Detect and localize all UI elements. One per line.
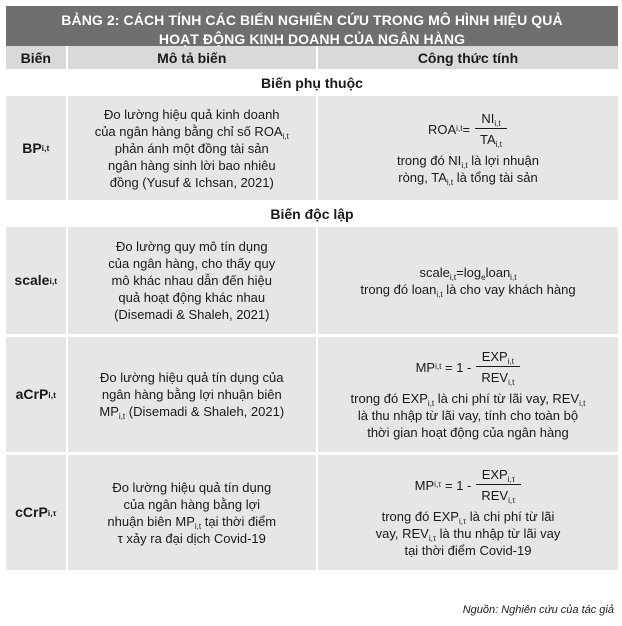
- header-variable: Biến: [20, 49, 51, 66]
- formula-mp-itau: MP i,τ = 1 - $\frac{EXP_{i,\tau}}{REV_{i,\tau}}$: [376, 466, 561, 504]
- variable-acrp: aCrP i,t: [15, 386, 56, 402]
- variable-scale: scale i,t: [14, 272, 58, 288]
- description-ccrp: Đo lường hiệu quả tín dụng của ngân hàng bằng lợi nhuận biên $MP_{i,t}$ tại thời điểm τ xảy ra đại dịch Covid-19: [66, 455, 316, 570]
- source-note: Nguồn: Nghiên cứu của tác giả: [462, 604, 614, 616]
- table-header-row: [6, 46, 618, 69]
- header-description: Mô tả biến: [66, 46, 316, 69]
- formula-mp-it: MP i,t = 1 - $\frac{EXP_{i,t}}{REV_{i,t}}$: [351, 348, 586, 386]
- variable-bp: BP i,t: [22, 139, 50, 156]
- table-title-line1: BẢNG 2: CÁCH TÍNH CÁC BIẾN NGHIÊN CỨU TRONG MÔ HÌNH HIỆU QUẢ: [61, 12, 563, 28]
- formula-acrp: MP i,t = 1 - $\frac{EXP_{i,t}}{REV_{i,t}}$ trong đó $EXP_{i,t}$ là chi phí từ lãi vay, $REV_{i,t}$ là thu nhập từ lãi vay, tính cho toàn bộ thời gian hoạt động của ngân hàng: [316, 337, 618, 452]
- formula-bp: ROA i,t = $\frac{NI_{i,t}}{TA_{i,t}}$ trong đó $NI_{i,t}$ là lợi nhuận ròng, $TA_{i,t}$ là tổng tài sản: [316, 96, 618, 200]
- variable-ccrp: cCrP i,τ: [15, 504, 57, 520]
- table-row-acrp: [6, 337, 618, 452]
- variables-table: [6, 6, 618, 570]
- section-dependent: Biến phụ thuộc: [6, 69, 618, 96]
- header-formula: Công thức tính: [316, 46, 618, 69]
- formula-roa: ROA i,t = $\frac{NI_{i,t}}{TA_{i,t}}$: [397, 110, 539, 148]
- table-row-scale: [6, 227, 618, 334]
- table-row-bp: [6, 96, 618, 200]
- description-acrp: Đo lường hiệu quả tín dụng của ngân hàng bằng lợi nhuận biên $MP_{i,t}$ (Disemadi & Shaleh, 2021): [66, 337, 316, 452]
- table-title: [6, 6, 618, 46]
- formula-scale: $scale_{i,t}=\log_eloan_{i,t}$ trong đó loan$_{i,t}$ là cho vay khách hàng: [316, 227, 618, 334]
- table-title-line2: HOẠT ĐỘNG KINH DOANH CỦA NGÂN HÀNG: [158, 31, 466, 47]
- formula-ccrp: MP i,τ = 1 - $\frac{EXP_{i,\tau}}{REV_{i,\tau}}$ trong đó $EXP_{i,\tau}$ là chi phí từ lãi vay, $REV_{i,\tau}$ là thu nhập từ lãi vay tại thời điểm Covid-19: [316, 455, 618, 570]
- section-independent: Biến độc lập: [6, 200, 618, 227]
- table-row-ccrp: [6, 455, 618, 570]
- formula-log-loan: $scale_{i,t}=\log_eloan_{i,t}$: [419, 264, 517, 282]
- description-scale: Đo lường quy mô tín dụng của ngân hàng, cho thấy quy mô khác nhau dẫn đến hiệu quả hoạt động khác nhau (Disemadi & Shaleh, 2021): [66, 227, 316, 334]
- description-bp: Đo lường hiệu quả kinh doanh của ngân hàng bằng chỉ số $ROA_{i,t}$ phản ánh một đồng tài sản ngân hàng sinh lời bao nhiêu đồng (Yusuf & Ichsan, 2021): [66, 96, 316, 200]
